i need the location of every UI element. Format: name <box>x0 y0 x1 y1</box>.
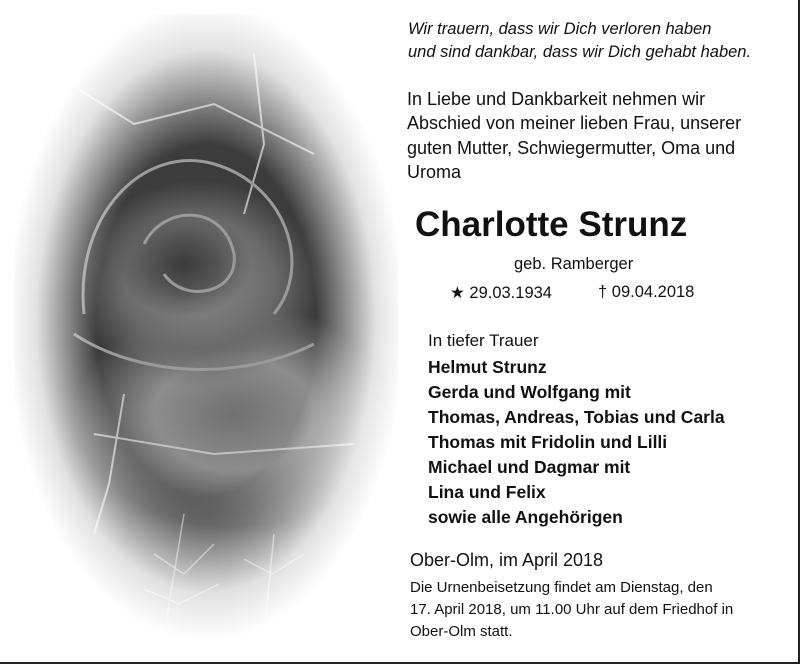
birth-date-value: 29.03.1934 <box>469 284 552 302</box>
burial-line-3: Ober-Olm statt. <box>410 623 513 640</box>
rose-photo <box>14 14 398 654</box>
place-date: Ober-Olm, im April 2018 <box>410 550 604 570</box>
mourner-line: Michael und Dagmar mit <box>428 457 631 477</box>
intro-line-1: In Liebe und Dankbarkeit nehmen wir <box>407 89 706 109</box>
intro-line-4: Uroma <box>407 162 462 182</box>
mourner-line: sowie alle Angehörigen <box>428 507 623 527</box>
cross-icon: † <box>598 283 608 301</box>
maiden-name: geb. Ramberger <box>514 255 634 273</box>
mourners-heading: In tiefer Trauer <box>428 331 539 350</box>
star-icon: ★ <box>450 284 465 302</box>
motto-line-2: und sind dankbar, dass wir Dich gehabt haben. <box>408 43 752 61</box>
burial-line-1: Die Urnenbeisetzung findet am Dienstag, den <box>410 579 713 596</box>
intro-line-2: Abschied von meiner lieben Frau, unserer <box>407 113 742 133</box>
deceased-name: Charlotte Strunz <box>415 205 688 244</box>
death-date-value: 09.04.2018 <box>611 283 695 301</box>
burial-line-2: 17. April 2018, um 11.00 Uhr auf dem Friedhof in <box>410 601 734 618</box>
mourner-line: Thomas mit Fridolin und Lilli <box>428 432 668 452</box>
motto-line-1: Wir trauern, dass wir Dich verloren haben <box>408 20 712 38</box>
mourner-line: Helmut Strunz <box>428 357 547 377</box>
mourner-line: Lina und Felix <box>428 482 546 502</box>
birth-date <box>450 283 552 303</box>
mourner-line: Gerda und Wolfgang mit <box>428 382 631 402</box>
mourner-line: Thomas, Andreas, Tobias und Carla <box>428 407 725 427</box>
intro-line-3: guten Mutter, Schwiegermutter, Oma und <box>407 138 736 158</box>
death-date <box>598 283 694 302</box>
